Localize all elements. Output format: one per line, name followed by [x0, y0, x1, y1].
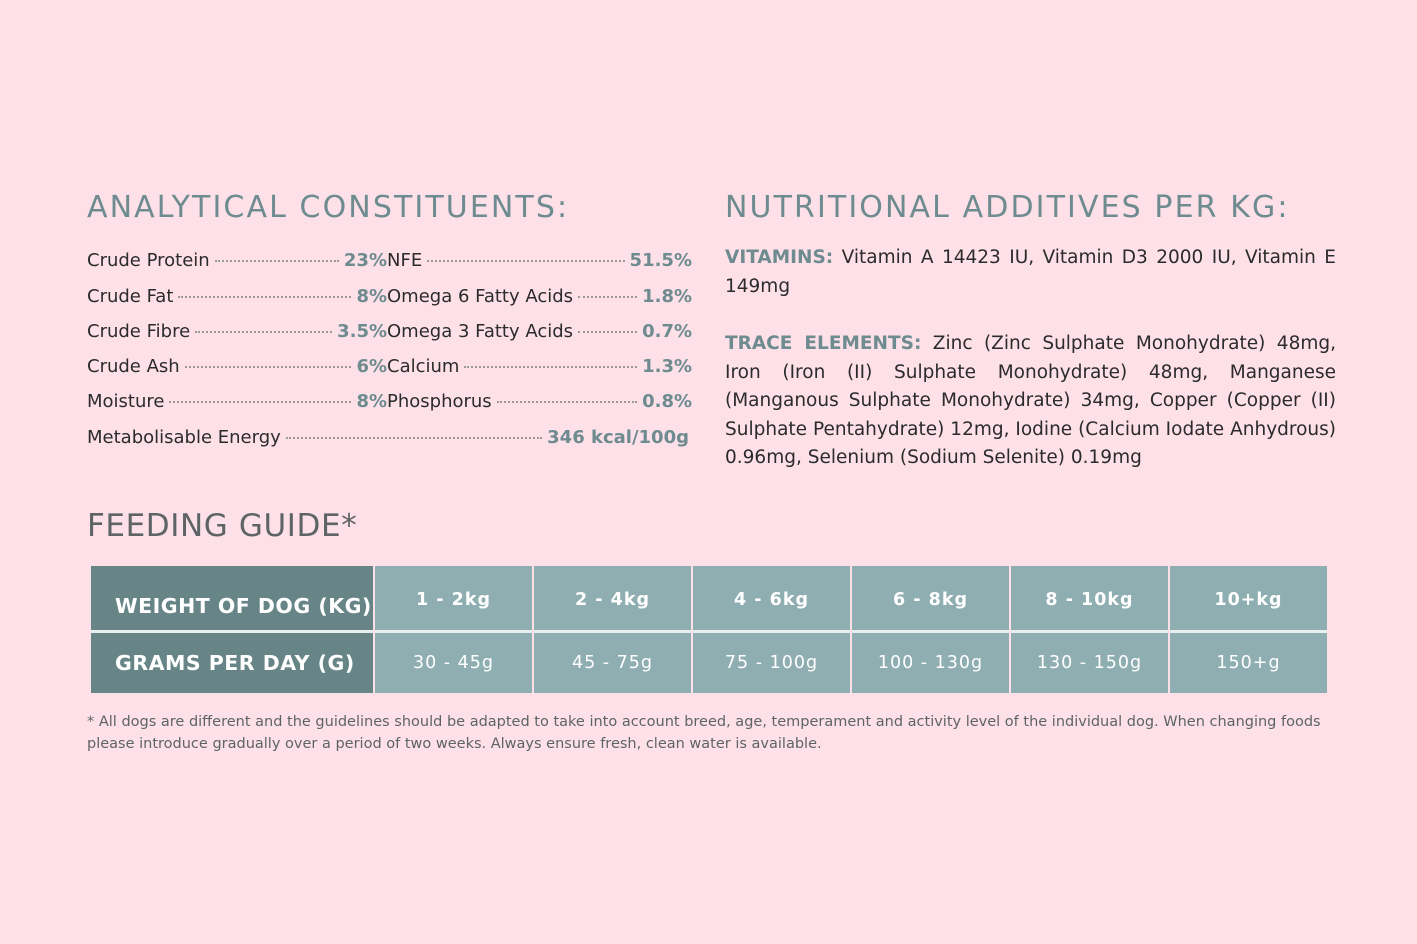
- energy-value: 346 kcal/100g: [547, 427, 689, 448]
- dot-leader: [286, 436, 542, 439]
- grams-cell: 30 - 45g: [375, 633, 532, 693]
- constituent-pair: [87, 250, 387, 271]
- dot-leader: [178, 295, 351, 298]
- constituent-row: [87, 391, 692, 421]
- constituent-pair: [87, 391, 387, 412]
- constituent-value: 0.8%: [642, 391, 692, 412]
- grams-cell: 100 - 130g: [852, 633, 1009, 693]
- constituent-label: Omega 6 Fatty Acids: [387, 286, 574, 307]
- grams-header: GRAMS PER DAY (G): [91, 633, 373, 693]
- vitamins-paragraph: [725, 244, 1336, 301]
- constituent-label: Crude Ash: [87, 356, 180, 377]
- constituent-pair: [387, 250, 692, 271]
- weight-cell: 2 - 4kg: [534, 566, 691, 633]
- grams-cell: 45 - 75g: [534, 633, 691, 693]
- dot-leader: [578, 330, 637, 333]
- weight-cell: 4 - 6kg: [693, 566, 850, 633]
- constituent-label: Crude Fibre: [87, 321, 191, 342]
- constituent-pair: [387, 391, 692, 412]
- constituent-label: Moisture: [87, 391, 165, 412]
- constituent-pair: [387, 356, 692, 377]
- vitamins-tag: VITAMINS:: [725, 247, 834, 268]
- dot-leader: [578, 295, 637, 298]
- constituent-pair: [87, 356, 387, 377]
- constituent-label: Crude Protein: [87, 250, 210, 271]
- weight-cell: 10+kg: [1170, 566, 1327, 633]
- weight-header: WEIGHT OF DOG (KG): [91, 566, 373, 633]
- constituent-label: Calcium: [387, 356, 460, 377]
- weight-cell: 8 - 10kg: [1011, 566, 1168, 633]
- constituent-value: 3.5%: [337, 321, 387, 342]
- constituent-value: 8%: [356, 286, 387, 307]
- trace-elements-text: Zinc (Zinc Sulphate Monohydrate) 48mg, Iron (Iron (II) Sulphate Monohydrate) 48mg, Manganese (Manganous Sulphate Monohydrate) 34mg, Copper (Copper (II) Sulphate Pentahydrate) 12mg, Iodine (Calcium Iodate Anhydrous) 0.96mg, Selenium (Sodium Selenite) 0.19mg: [725, 333, 1336, 468]
- constituent-value: 1.3%: [642, 356, 692, 377]
- nutritional-additives-title: NUTRITIONAL ADDITIVES PER KG:: [725, 190, 1290, 225]
- dot-leader: [185, 365, 352, 368]
- feeding-guide-title: FEEDING GUIDE*: [87, 508, 358, 544]
- grams-cell: 130 - 150g: [1011, 633, 1168, 693]
- dot-leader: [169, 400, 351, 403]
- constituent-row: [87, 286, 692, 316]
- constituent-pair: [387, 321, 692, 342]
- vitamins-text: Vitamin A 14423 IU, Vitamin D3 2000 IU, Vitamin E 149mg: [725, 247, 1336, 297]
- grams-row: [91, 633, 1327, 693]
- weight-cell: 6 - 8kg: [852, 566, 1009, 633]
- constituent-pair: [87, 286, 387, 307]
- dot-leader: [464, 365, 637, 368]
- constituent-value: 51.5%: [629, 250, 692, 271]
- constituent-pair: [387, 286, 692, 307]
- constituent-row: [87, 356, 692, 386]
- grams-cell: 75 - 100g: [693, 633, 850, 693]
- constituent-value: 23%: [343, 250, 387, 271]
- constituent-value: 8%: [356, 391, 387, 412]
- dot-leader: [497, 400, 637, 403]
- dot-leader: [195, 330, 332, 333]
- constituent-label: NFE: [387, 250, 423, 271]
- constituent-value: 0.7%: [642, 321, 692, 342]
- weight-cell: 1 - 2kg: [375, 566, 532, 633]
- energy-label: Metabolisable Energy: [87, 427, 281, 448]
- constituent-label: Omega 3 Fatty Acids: [387, 321, 574, 342]
- feeding-guide-table: [89, 566, 1329, 693]
- feeding-footnote: * All dogs are different and the guidelines should be adapted to take into account breed, age, temperament and activity level of the individual dog. When changing foods please introduce gradually over a period of two weeks. Always ensure fresh, clean water is available.: [87, 714, 1321, 752]
- constituent-row: [87, 321, 692, 351]
- constituent-pair: [87, 321, 387, 342]
- dot-leader: [215, 259, 339, 262]
- constituent-value: 1.8%: [642, 286, 692, 307]
- constituent-label: Crude Fat: [87, 286, 174, 307]
- trace-elements-tag: TRACE ELEMENTS:: [725, 333, 922, 354]
- trace-elements-paragraph: [725, 330, 1336, 473]
- metabolisable-energy-row: [87, 427, 692, 457]
- weight-row: [91, 566, 1327, 633]
- constituent-label: Phosphorus: [387, 391, 492, 412]
- constituent-value: 6%: [356, 356, 387, 377]
- grams-cell: 150+g: [1170, 633, 1327, 693]
- analytical-constituents-title: ANALYTICAL CONSTITUENTS:: [87, 190, 570, 225]
- dot-leader: [427, 259, 624, 262]
- constituent-row: [87, 250, 692, 280]
